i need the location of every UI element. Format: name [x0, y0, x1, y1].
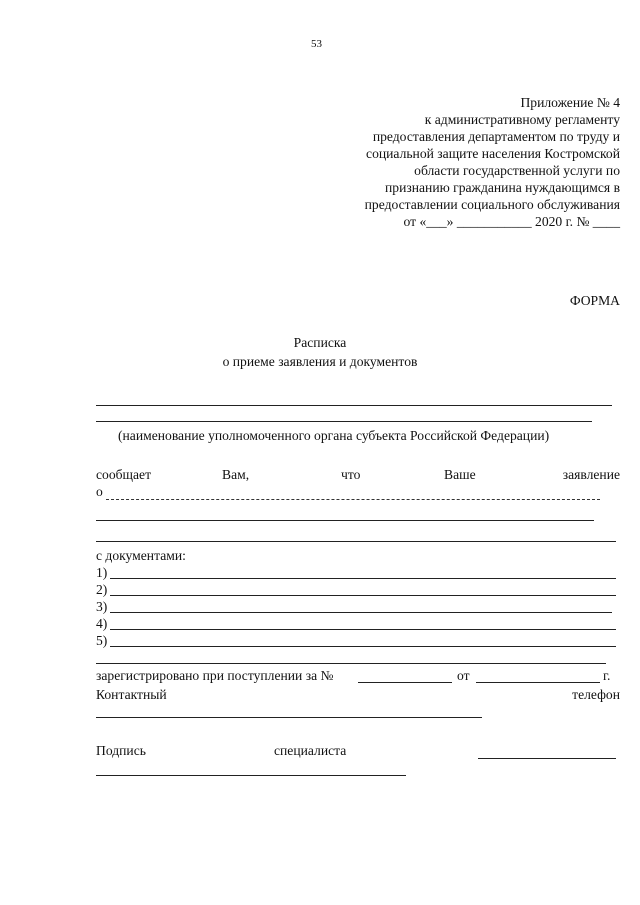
organ-line-1 [96, 405, 612, 406]
about-prefix: о [96, 484, 103, 499]
registered-number-line [358, 682, 452, 683]
notice-word: что [341, 467, 361, 482]
appendix-line: признанию гражданина нуждающимся в [385, 180, 620, 195]
document-item-number: 2) [96, 582, 108, 597]
document-item-number: 3) [96, 599, 108, 614]
notice-word: сообщает [96, 467, 152, 482]
appendix-line: предоставления департаментом по труду и [372, 129, 620, 144]
registered-date-line [476, 682, 600, 683]
document-item-number: 4) [96, 616, 108, 631]
contact-left: Контактный [96, 687, 167, 702]
document-item-number: 1) [96, 565, 108, 580]
statement-line-2 [96, 520, 594, 521]
document-item-line [110, 595, 616, 596]
appendix-line: предоставлении социального обслуживания [364, 197, 620, 212]
notice-word: заявление [562, 467, 620, 482]
signature-left: Подпись [96, 743, 146, 758]
contact-right: телефон [572, 687, 620, 702]
receipt-title: Расписка [293, 335, 347, 350]
page-number: 53 [311, 38, 322, 50]
organ-line-2 [96, 421, 592, 422]
documents-line-extra [96, 663, 606, 664]
signature-middle: специалиста [274, 743, 347, 758]
document-item-line [110, 612, 612, 613]
appendix-line: Приложение № 4 [520, 95, 620, 110]
notice-word: Ваше [444, 467, 476, 482]
about-line [106, 499, 600, 500]
document-item-number: 5) [96, 633, 108, 648]
document-item-line [110, 629, 616, 630]
appendix-line: области государственной услуги по [414, 163, 620, 178]
appendix-line: социальной защите населения Костромской [366, 146, 620, 161]
contact-line [96, 717, 482, 718]
notice-word: Вам, [222, 467, 250, 482]
appendix-line: к административному регламенту [424, 112, 620, 127]
document-item-line [110, 578, 616, 579]
statement-line-3 [96, 541, 616, 542]
receipt-subtitle: о приеме заявления и документов [222, 354, 418, 369]
appendix-line: от «___» ___________ 2020 г. № ____ [403, 214, 620, 229]
document-item-line [110, 646, 616, 647]
organ-caption: (наименование уполномоченного органа субъекта Российской Федерации) [118, 428, 550, 443]
signature-right-line [478, 758, 616, 759]
form-label: ФОРМА [569, 293, 620, 308]
registered-from: от [457, 668, 470, 683]
signature-bottom-line [96, 775, 406, 776]
registered-text: зарегистрировано при поступлении за № [96, 668, 334, 683]
documents-label: с документами: [96, 548, 186, 563]
registered-year-suffix: г. [603, 668, 611, 683]
